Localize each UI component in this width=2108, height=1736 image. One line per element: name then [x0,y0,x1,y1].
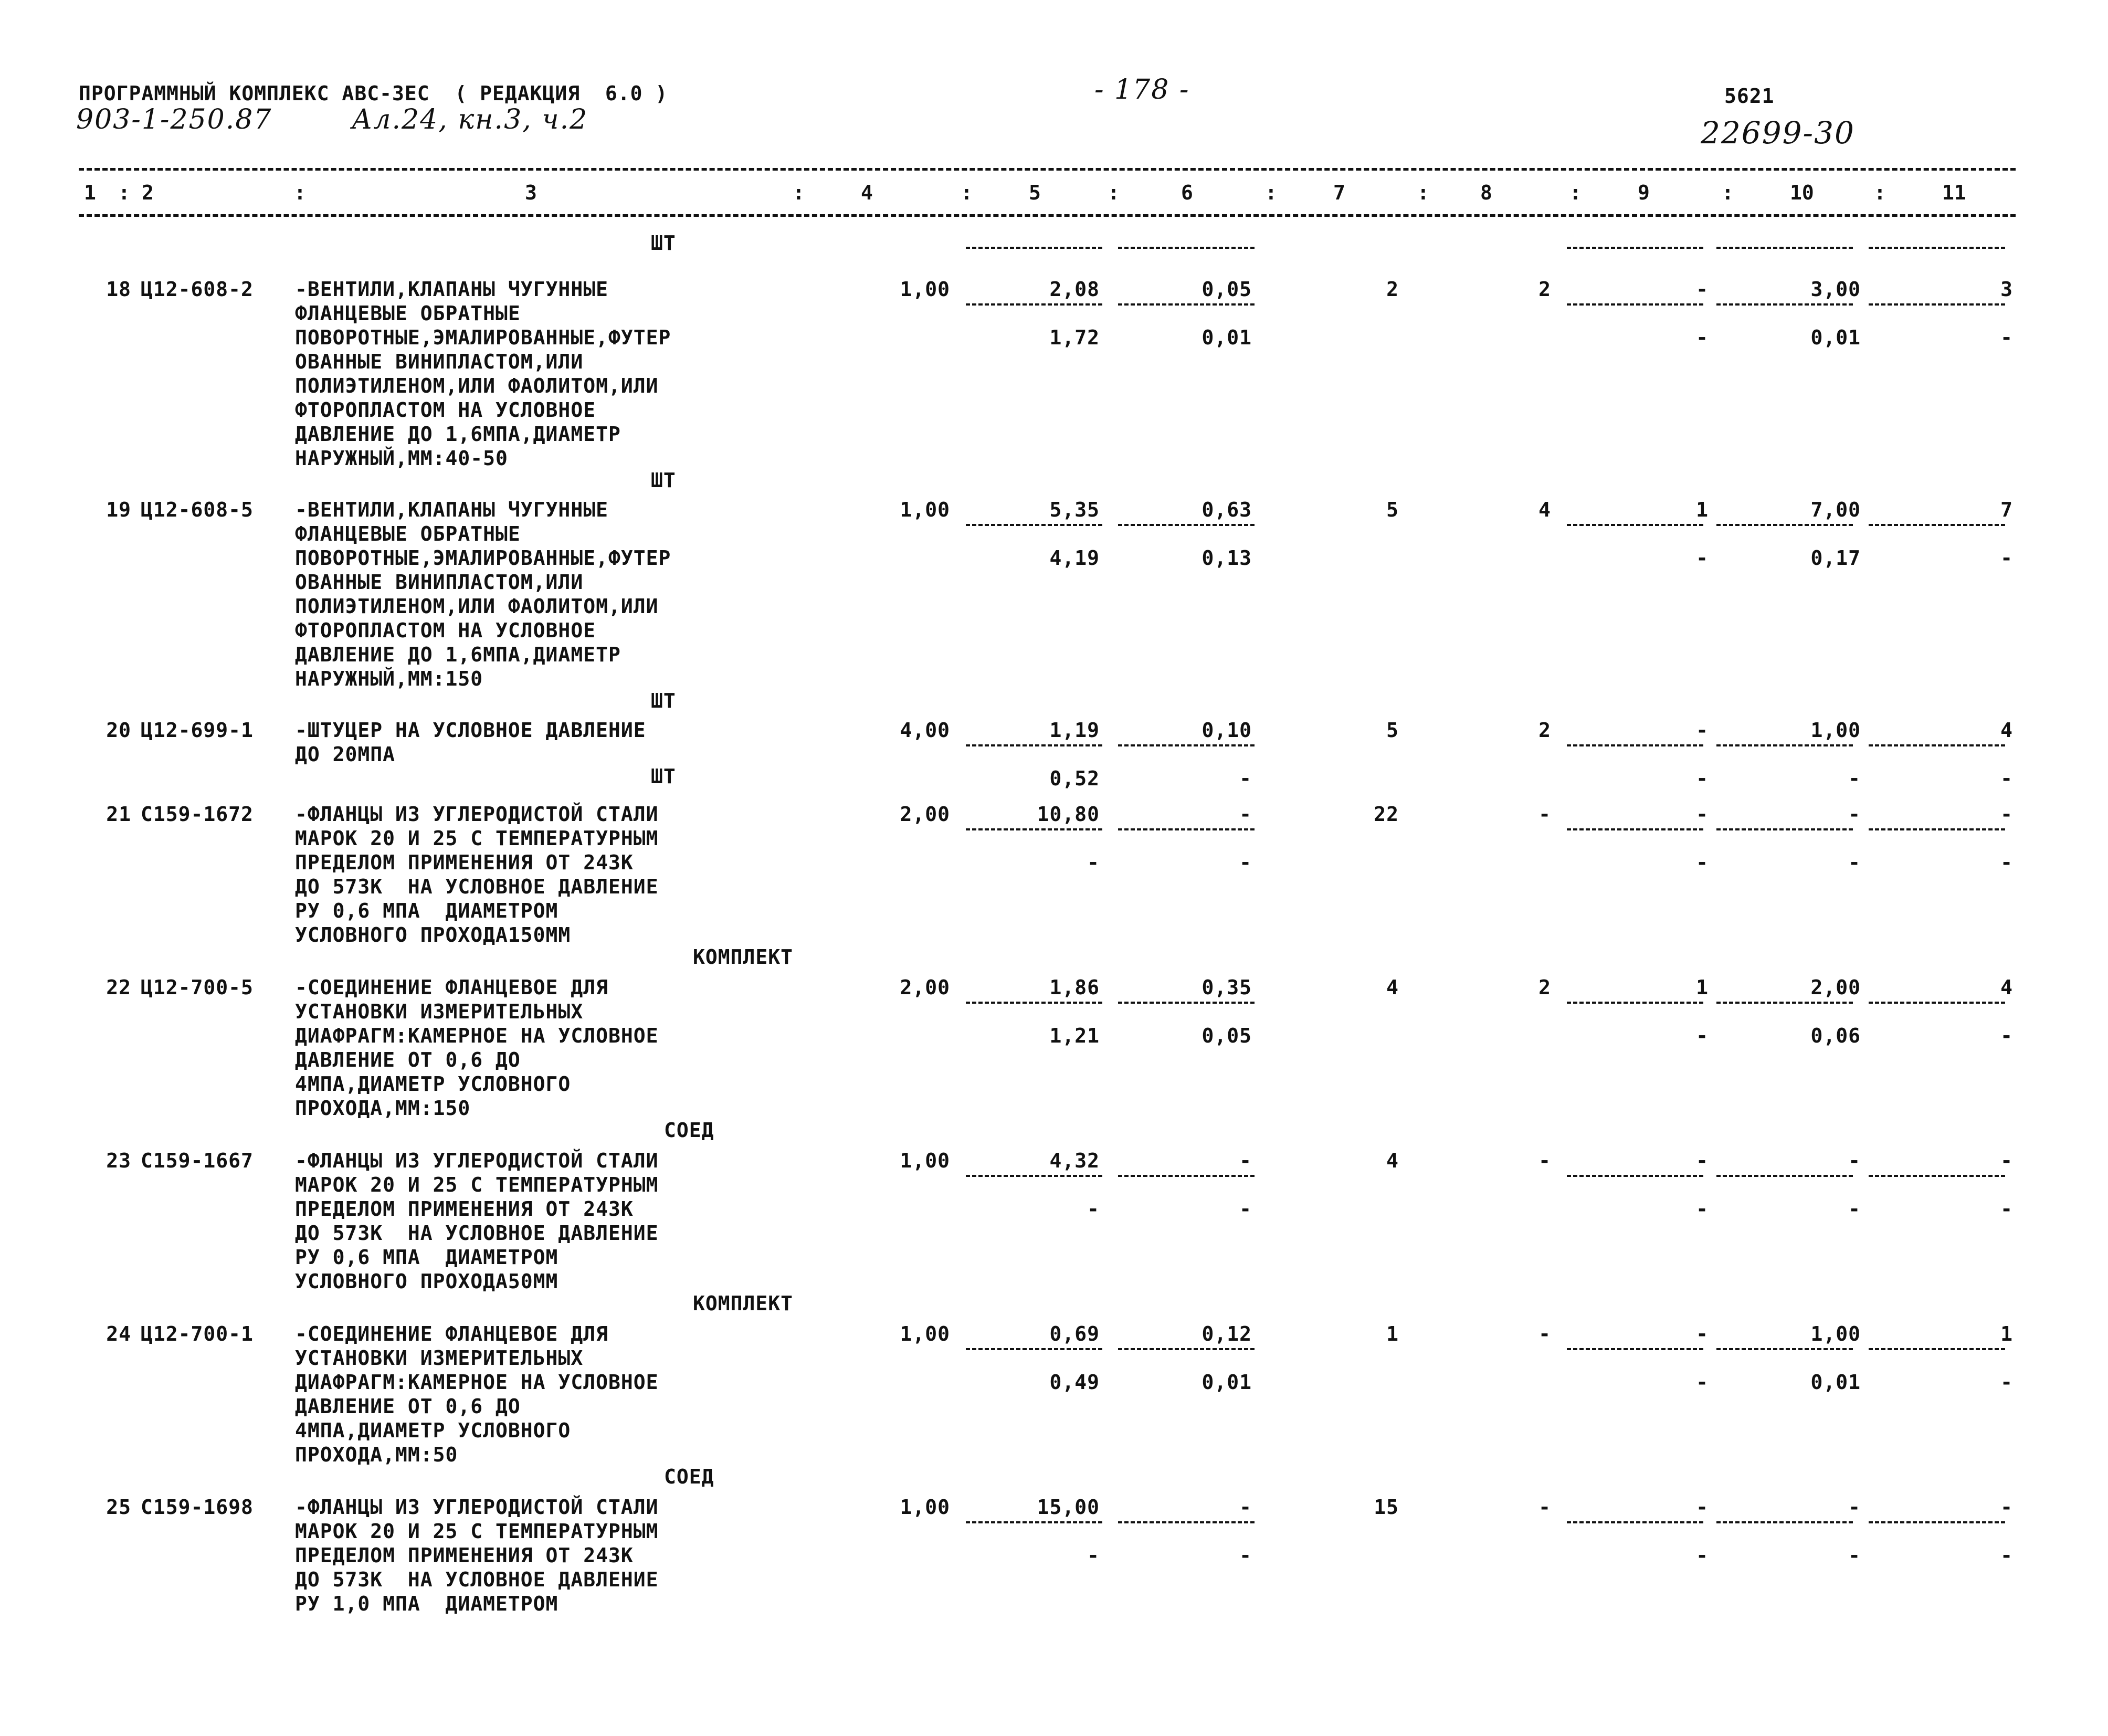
description-line: -ШТУЦЕР НА УСЛОВНОЕ ДАВЛЕНИЕ [295,719,646,742]
resource-code: С159-1698 [141,1496,254,1519]
column-10-rule [1716,524,1853,526]
column-7-value: 5 [1386,498,1399,521]
column-11-value: 4 [2000,976,2013,999]
column-10-rule [1716,744,1853,746]
column-5-value: 0,52 [1049,767,1100,790]
column-11-value: - [2000,803,2013,826]
column-header-2: 2 [142,181,154,204]
description-line: ПОВОРОТНЫЕ,ЭМАЛИРОВАННЫЕ,ФУТЕР [295,546,671,570]
column-header-7: 7 [1333,181,1345,204]
column-11-rule [1869,744,2005,746]
column-6-value: 0,10 [1201,719,1252,742]
column-11-value: 7 [2000,498,2013,521]
column-11-rule [1869,1002,2005,1004]
column-7-value: 2 [1386,278,1399,301]
description-line: ФЛАНЦЕВЫЕ ОБРАТНЫЕ [295,302,521,325]
column-10-value: 1,00 [1810,1322,1861,1345]
column-7-value: 22 [1374,803,1399,826]
column-9-rule [1567,1348,1703,1350]
column-10-value: 7,00 [1810,498,1861,521]
column-6-value: - [1239,851,1252,874]
column-9-rule [1567,524,1703,526]
column-10-value: - [1848,1197,1861,1221]
column-header-10: 10 [1790,181,1814,204]
unit-label: ШТ [651,689,676,712]
quantity-value: 4,00 [900,719,950,742]
unit-label: КОМПЛЕКТ [693,945,794,969]
column-6-value: 0,12 [1201,1322,1252,1345]
description-line: РУ 0,6 МПА ДИАМЕТРОМ [295,899,558,922]
resource-code: Ц12-608-2 [141,278,254,301]
description-line: ДАВЛЕНИЕ ОТ 0,6 ДО [295,1048,521,1071]
column-8-value: - [1538,1322,1551,1345]
description-line: -ФЛАНЦЫ ИЗ УГЛЕРОДИСТОЙ СТАЛИ [295,1149,659,1172]
description-line: ДАВЛЕНИЕ ОТ 0,6 ДО [295,1395,521,1418]
column-9-value: - [1696,546,1709,570]
column-6-value: 0,35 [1201,976,1252,999]
handwritten-code: 22699-30 [1701,115,1855,151]
column-6-rule [1118,744,1255,746]
description-line: ПРЕДЕЛОМ ПРИМЕНЕНИЯ ОТ 243К [295,1544,634,1567]
column-9-value: - [1696,851,1709,874]
document-volume: Ал.24, кн.3, ч.2 [352,104,588,135]
column-6-rule [1118,828,1255,830]
column-11-value: - [2000,1149,2013,1172]
row-number: 24 [106,1322,131,1345]
row-number: 23 [106,1149,131,1172]
column-10-value: - [1848,851,1861,874]
column-6-value: 0,13 [1201,546,1252,570]
column-11-value: - [2000,1024,2013,1047]
description-line: ФТОРОПЛАСТОМ НА УСЛОВНОЕ [295,619,596,642]
column-11-value: 1 [2000,1322,2013,1345]
column-separator: : [118,181,130,204]
column-5-value: 1,19 [1049,719,1100,742]
description-line: ДО 20МПА [295,743,396,766]
column-9-rule [1567,1002,1703,1004]
quantity-value: 1,00 [900,1149,950,1172]
column-10-value: - [1848,767,1861,790]
column-9-value: - [1696,1024,1709,1047]
program-title: ПРОГРАММНЫЙ КОМПЛЕКС АВС-3ЕС ( РЕДАКЦИЯ 6.0 ) [79,82,668,105]
column-5-value: 10,80 [1037,803,1100,826]
column-6-rule [1118,524,1255,526]
column-11-value: - [2000,326,2013,349]
column-10-rule [1716,1002,1853,1004]
column-header-3: 3 [525,181,537,204]
column-10-rule [1716,828,1853,830]
column-header-5: 5 [1029,181,1041,204]
column-6-value: - [1239,1496,1252,1519]
column-6-value: - [1239,1149,1252,1172]
table-header-rule [79,214,2016,217]
column-6-value: 0,01 [1201,1371,1252,1394]
column-separator: : [1722,181,1734,204]
column-separator: : [1417,181,1429,204]
column-10-rule [1716,1348,1853,1350]
column-5-value: 0,49 [1049,1371,1100,1394]
column-7-value: 4 [1386,976,1399,999]
column-10-rule [1716,303,1853,306]
column-11-value: 3 [2000,278,2013,301]
column-5-value: 5,35 [1049,498,1100,521]
quantity-value: 2,00 [900,976,950,999]
page-number: - 178 - [1094,74,1190,106]
column-5-value: 2,08 [1049,278,1100,301]
column-9-value: - [1696,803,1709,826]
column-8-value: - [1538,1149,1551,1172]
column-11-value: - [2000,1544,2013,1567]
unit-label: КОМПЛЕКТ [693,1292,794,1315]
description-line: ДАВЛЕНИЕ ДО 1,6МПА,ДИАМЕТР [295,643,621,666]
column-11-rule [1869,247,2005,249]
column-5-rule [966,744,1102,746]
column-5-rule [966,524,1102,526]
column-9-rule [1567,247,1703,249]
column-10-value: 0,17 [1810,546,1861,570]
column-6-rule [1118,1521,1255,1523]
resource-code: Ц12-700-1 [141,1322,254,1345]
column-9-value: - [1696,278,1709,301]
row-number: 19 [106,498,131,521]
column-11-value: - [2000,767,2013,790]
column-10-value: - [1848,1544,1861,1567]
column-6-rule [1118,247,1255,249]
column-10-rule [1716,247,1853,249]
description-line: -ВЕНТИЛИ,КЛАПАНЫ ЧУГУННЫЕ [295,498,608,521]
column-9-rule [1567,828,1703,830]
description-line: РУ 0,6 МПА ДИАМЕТРОМ [295,1246,558,1269]
column-6-value: 0,05 [1201,1024,1252,1047]
row-number: 20 [106,719,131,742]
column-10-value: 0,01 [1810,1371,1861,1394]
column-9-value: - [1696,1371,1709,1394]
column-6-rule [1118,1348,1255,1350]
column-8-value: 4 [1538,498,1551,521]
column-11-rule [1869,828,2005,830]
resource-code: Ц12-700-5 [141,976,254,999]
column-5-value: - [1087,1197,1100,1221]
column-6-value: - [1239,1197,1252,1221]
description-line: ПОЛИЭТИЛЕНОМ,ИЛИ ФАОЛИТОМ,ИЛИ [295,374,659,397]
column-10-rule [1716,1521,1853,1523]
column-5-value: 1,86 [1049,976,1100,999]
quantity-value: 1,00 [900,498,950,521]
column-9-value: - [1696,1544,1709,1567]
unit-label: ШТ [651,765,676,788]
column-8-value: 2 [1538,719,1551,742]
column-5-rule [966,303,1102,306]
column-6-value: - [1239,767,1252,790]
column-11-rule [1869,524,2005,526]
description-line: -ФЛАНЦЫ ИЗ УГЛЕРОДИСТОЙ СТАЛИ [295,1496,659,1519]
description-line: 4МПА,ДИАМЕТР УСЛОВНОГО [295,1072,571,1096]
column-6-value: 0,01 [1201,326,1252,349]
column-10-value: 2,00 [1810,976,1861,999]
column-9-value: 1 [1696,498,1709,521]
column-11-value: - [2000,1371,2013,1394]
column-7-value: 4 [1386,1149,1399,1172]
resource-code: Ц12-608-5 [141,498,254,521]
description-line: РУ 1,0 МПА ДИАМЕТРОМ [295,1592,558,1615]
column-11-rule [1869,1521,2005,1523]
column-6-rule [1118,303,1255,306]
description-line: ДИАФРАГМ:КАМЕРНОЕ НА УСЛОВНОЕ [295,1371,659,1394]
column-5-value: 4,32 [1049,1149,1100,1172]
column-6-rule [1118,1002,1255,1004]
column-9-value: - [1696,1322,1709,1345]
column-9-value: 1 [1696,976,1709,999]
column-10-value: 0,06 [1810,1024,1861,1047]
unit-label: СОЕД [664,1465,714,1488]
column-8-value: - [1538,803,1551,826]
column-10-value: 1,00 [1810,719,1861,742]
description-line: ПРОХОДА,ММ:150 [295,1097,471,1120]
column-header-1: 1 [84,181,96,204]
description-line: ФТОРОПЛАСТОМ НА УСЛОВНОЕ [295,398,596,422]
column-7-value: 1 [1386,1322,1399,1345]
column-11-value: - [2000,1496,2013,1519]
document-code: 903-1-250.87 [76,104,272,135]
column-5-value: 1,21 [1049,1024,1100,1047]
column-11-rule [1869,303,2005,306]
quantity-value: 1,00 [900,1322,950,1345]
description-line: ДО 573К НА УСЛОВНОЕ ДАВЛЕНИЕ [295,1222,659,1245]
description-line: УСТАНОВКИ ИЗМЕРИТЕЛЬНЫХ [295,1346,584,1370]
column-6-value: 0,63 [1201,498,1252,521]
description-line: ПОЛИЭТИЛЕНОМ,ИЛИ ФАОЛИТОМ,ИЛИ [295,595,659,618]
description-line: -ФЛАНЦЫ ИЗ УГЛЕРОДИСТОЙ СТАЛИ [295,803,659,826]
column-8-value: - [1538,1496,1551,1519]
column-5-rule [966,828,1102,830]
description-line: ОВАННЫЕ ВИНИПЛАСТОМ,ИЛИ [295,350,584,373]
description-line: ДАВЛЕНИЕ ДО 1,6МПА,ДИАМЕТР [295,423,621,446]
description-line: ДИАФРАГМ:КАМЕРНОЕ НА УСЛОВНОЕ [295,1024,659,1047]
column-6-value: - [1239,1544,1252,1567]
column-8-value: 2 [1538,976,1551,999]
column-10-value: 3,00 [1810,278,1861,301]
row-number: 18 [106,278,131,301]
column-header-4: 4 [861,181,873,204]
column-5-value: - [1087,1544,1100,1567]
description-line: 4МПА,ДИАМЕТР УСЛОВНОГО [295,1419,571,1442]
resource-code: Ц12-699-1 [141,719,254,742]
column-9-value: - [1696,326,1709,349]
column-5-rule [966,1348,1102,1350]
column-5-value: 1,72 [1049,326,1100,349]
column-separator: : [793,181,805,204]
quantity-value: 2,00 [900,803,950,826]
column-5-rule [966,1521,1102,1523]
column-11-value: 4 [2000,719,2013,742]
column-5-value: - [1087,851,1100,874]
column-separator: : [1108,181,1120,204]
row-number: 21 [106,803,131,826]
sheet-code: 5621 [1724,85,1775,108]
description-line: ПРЕДЕЛОМ ПРИМЕНЕНИЯ ОТ 243К [295,1197,634,1221]
column-11-rule [1869,1175,2005,1177]
column-5-value: 4,19 [1049,546,1100,570]
column-6-rule [1118,1175,1255,1177]
column-header-6: 6 [1181,181,1193,204]
column-separator: : [1265,181,1277,204]
description-line: ДО 573К НА УСЛОВНОЕ ДАВЛЕНИЕ [295,1568,659,1591]
description-line: ПРЕДЕЛОМ ПРИМЕНЕНИЯ ОТ 243К [295,851,634,874]
column-5-rule [966,1175,1102,1177]
column-7-value: 5 [1386,719,1399,742]
column-separator: : [1874,181,1886,204]
description-line: ПРОХОДА,ММ:50 [295,1443,458,1466]
column-11-value: - [2000,1197,2013,1221]
resource-code: С159-1667 [141,1149,254,1172]
column-9-rule [1567,1521,1703,1523]
column-11-value: - [2000,546,2013,570]
column-5-value: 15,00 [1037,1496,1100,1519]
description-line: НАРУЖНЫЙ,ММ:150 [295,667,483,690]
quantity-value: 1,00 [900,1496,950,1519]
description-line: УСТАНОВКИ ИЗМЕРИТЕЛЬНЫХ [295,1000,584,1023]
column-separator: : [961,181,973,204]
description-line: -СОЕДИНЕНИЕ ФЛАНЦЕВОЕ ДЛЯ [295,1322,608,1345]
column-separator: : [1569,181,1582,204]
unit-label: СОЕД [664,1119,714,1142]
description-line: МАРОК 20 И 25 С ТЕМПЕРАТУРНЫМ [295,827,659,850]
column-9-value: - [1696,719,1709,742]
description-line: -СОЕДИНЕНИЕ ФЛАНЦЕВОЕ ДЛЯ [295,976,608,999]
column-6-value: 0,05 [1201,278,1252,301]
column-11-value: - [2000,851,2013,874]
column-10-value: - [1848,1496,1861,1519]
column-9-value: - [1696,1197,1709,1221]
description-line: ДО 573К НА УСЛОВНОЕ ДАВЛЕНИЕ [295,875,659,898]
column-10-rule [1716,1175,1853,1177]
description-line: НАРУЖНЫЙ,ММ:40-50 [295,447,508,470]
quantity-value: 1,00 [900,278,950,301]
column-9-value: - [1696,1496,1709,1519]
description-line: ФЛАНЦЕВЫЕ ОБРАТНЫЕ [295,522,521,545]
column-10-value: - [1848,1149,1861,1172]
column-9-value: - [1696,1149,1709,1172]
row-number: 22 [106,976,131,999]
column-7-value: 15 [1374,1496,1399,1519]
unit-label: ШТ [651,232,676,255]
column-header-11: 11 [1942,181,1966,204]
column-6-value: - [1239,803,1252,826]
column-9-value: - [1696,767,1709,790]
description-line: ПОВОРОТНЫЕ,ЭМАЛИРОВАННЫЕ,ФУТЕР [295,326,671,349]
column-10-value: - [1848,803,1861,826]
table-top-rule [79,168,2016,171]
unit-label: ШТ [651,469,676,492]
row-number: 25 [106,1496,131,1519]
column-9-rule [1567,1175,1703,1177]
description-line: УСЛОВНОГО ПРОХОДА150ММ [295,923,571,946]
column-8-value: 2 [1538,278,1551,301]
column-9-rule [1567,303,1703,306]
column-header-8: 8 [1480,181,1492,204]
description-line: УСЛОВНОГО ПРОХОДА50ММ [295,1270,558,1293]
column-separator: : [294,181,306,204]
column-11-rule [1869,1348,2005,1350]
resource-code: С159-1672 [141,803,254,826]
column-10-value: 0,01 [1810,326,1861,349]
description-line: ОВАННЫЕ ВИНИПЛАСТОМ,ИЛИ [295,571,584,594]
column-5-rule [966,247,1102,249]
column-5-value: 0,69 [1049,1322,1100,1345]
column-9-rule [1567,744,1703,746]
description-line: -ВЕНТИЛИ,КЛАПАНЫ ЧУГУННЫЕ [295,278,608,301]
description-line: МАРОК 20 И 25 С ТЕМПЕРАТУРНЫМ [295,1173,659,1196]
column-5-rule [966,1002,1102,1004]
column-header-9: 9 [1638,181,1650,204]
description-line: МАРОК 20 И 25 С ТЕМПЕРАТУРНЫМ [295,1520,659,1543]
